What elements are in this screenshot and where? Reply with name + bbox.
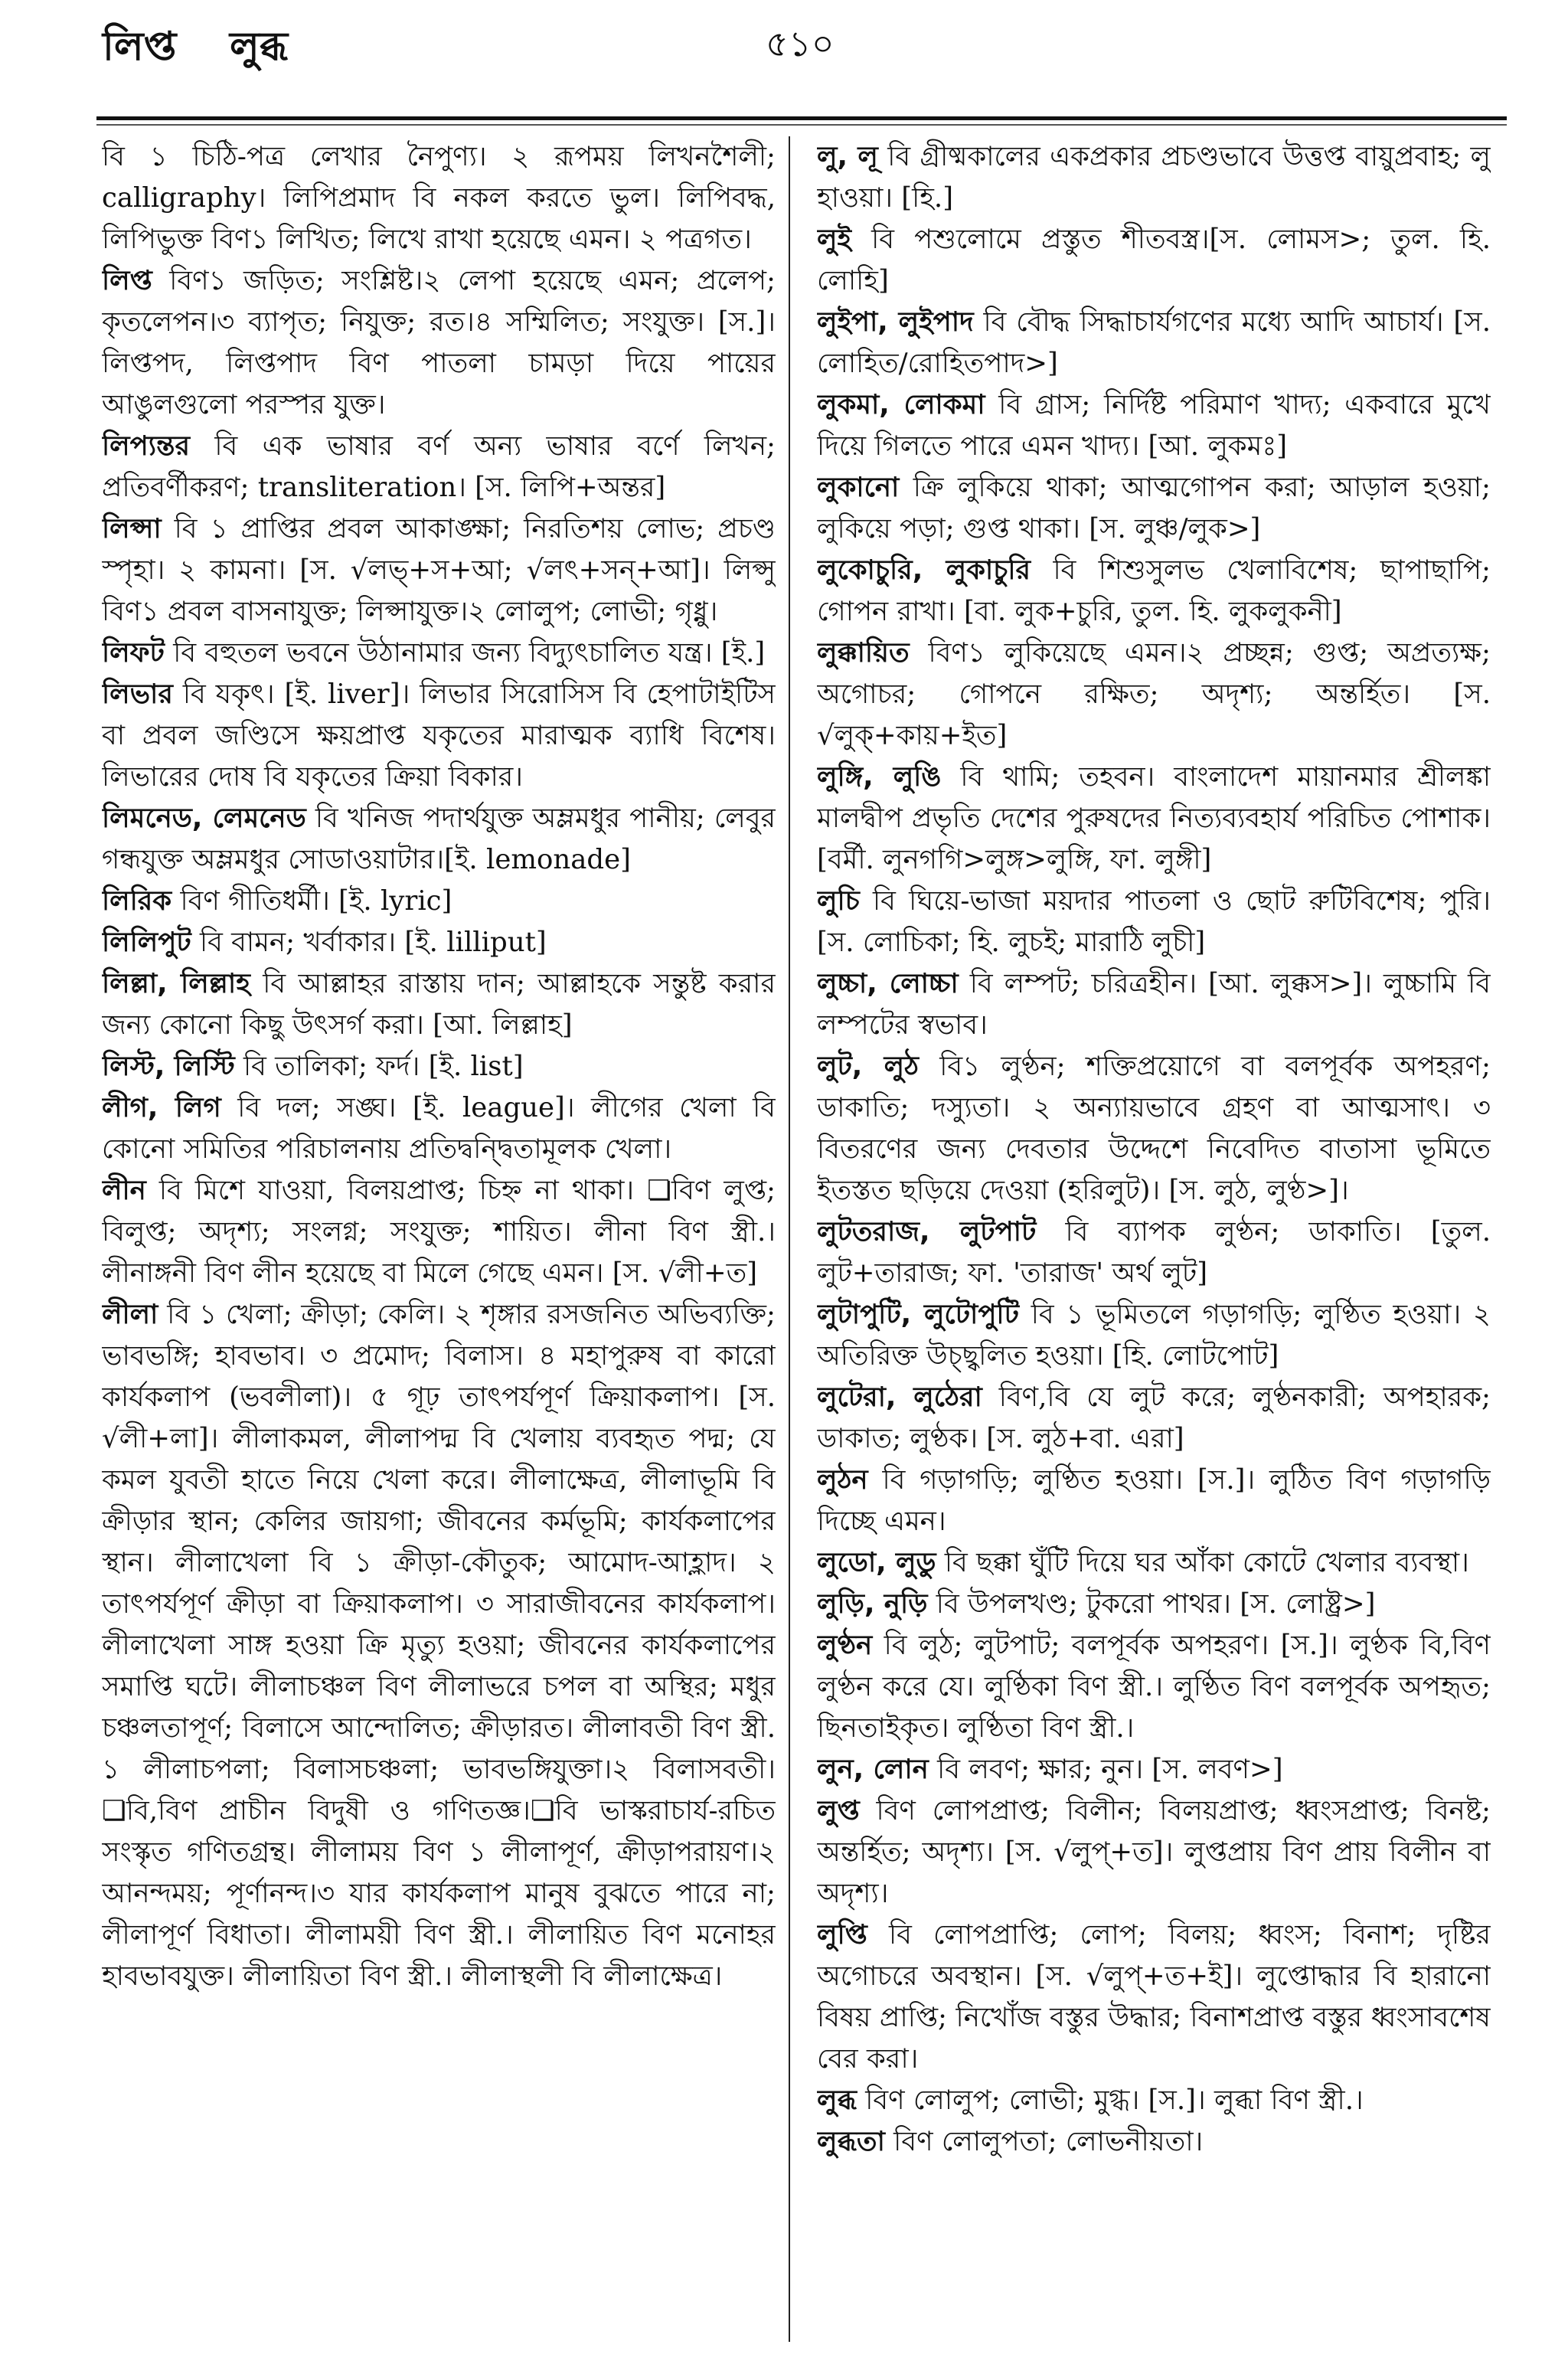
dictionary-entry — [102, 881, 776, 922]
entry-definition: বি থামি; তহবন। বাংলাদেশ মায়ানমার শ্রীলঙ্কা মালদ্বীপ প্রভৃতি দেশের পুরুষদের নিত্যব্যবহার্য পরিচিত পোশাক। [বর্মী. লুনগগি>লুঙ্গ>লুঙ্গি, ফা. লুঙ্গী] — [817, 761, 1491, 875]
dictionary-entry — [817, 136, 1491, 219]
entry-definition: বি এক ভাষার বর্ণ অন্য ভাষার বর্ণে লিখন; প্রতিবর্ণীকরণ; transliteration। [স. লিপি+অন্তর] — [102, 430, 776, 503]
entry-headword: লিরিক — [102, 885, 172, 917]
entry-definition: বি ব্যাপক লুণ্ঠন; ডাকাতি। [তুল. লুট+তারাজ; ফা. 'তারাজ' অর্থ লুট] — [817, 1216, 1491, 1289]
entry-headword: লুচি — [817, 885, 860, 917]
entry-headword: লুব্ধ — [817, 2085, 857, 2116]
dictionary-entry — [102, 136, 776, 260]
entry-definition: বি লোপপ্রাপ্তি; লোপ; বিলয়; ধ্বংস; বিনাশ; দৃষ্টির অগোচরে অবস্থান। [স. √লুপ্+ত+ই]। লুপ্তোদ্ধার বি হারানো বিষয় প্রাপ্তি; নিখোঁজ বস্তুর উদ্ধার; বিনাশপ্রাপ্ত বস্তুর ধ্বংসাবশেষ বের করা। — [817, 1919, 1491, 2075]
entry-headword: লুটতরাজ, লুটপাট — [817, 1216, 1037, 1247]
page-number: ৫১০ — [766, 23, 835, 64]
entry-headword: লীন — [102, 1175, 146, 1206]
entry-headword: লিমনেড, লেমনেড — [102, 803, 306, 834]
entry-definition: বি ১ চিঠি-পত্র লেখার নৈপুণ্য। ২ রূপময় লিখনশৈলী; calligraphy। লিপিপ্রমাদ বি নকল করতে ভুল। লিপিবদ্ধ, লিপিভুক্ত বিণ১ লিখিত; লিখে রাখা হয়েছে এমন। ২ পত্রগত। — [102, 141, 776, 255]
entry-headword: লুড়ি, নুড়ি — [817, 1588, 928, 1620]
entry-definition: বি মিশে যাওয়া, বিলয়প্রাপ্ত; চিহ্ন না থাকা। ❏বিণ লুপ্ত; বিলুপ্ত; অদৃশ্য; সংলগ্ন; সংযুক্ত; শায়িত। লীনা বিণ স্ত্রী.। লীনাঙ্গনী বিণ লীন হয়েছে বা মিলে গেছে এমন। [স. √লী+ত] — [102, 1175, 776, 1289]
dictionary-entry — [102, 1087, 776, 1170]
dictionary-entry — [102, 260, 776, 426]
dictionary-entry — [102, 1294, 776, 1997]
entry-definition: বিণ,বি যে লুট করে; লুণ্ঠনকারী; অপহারক; ডাকাত; লুণ্ঠক। [স. লুঠ+বা. এরা] — [817, 1382, 1491, 1454]
dictionary-entry — [817, 1542, 1491, 1584]
entry-definition: বি বামন; খর্বাকার। [ই. lilliput] — [199, 927, 547, 958]
entry-headword: লুঙ্গি, লুঙি — [817, 761, 942, 793]
dictionary-entry — [102, 963, 776, 1046]
entry-headword: লীলা — [102, 1299, 158, 1330]
entry-headword: লুন, লোন — [817, 1754, 929, 1785]
entry-definition: বি ১ খেলা; ক্রীড়া; কেলি। ২ শৃঙ্গার রসজনিত অভিব্যক্তি; ভাবভঙ্গি; হাবভাব। ৩ প্রমোদ; বিলাস। ৪ মহাপুরুষ বা কারো কার্যকলাপ (ভবলীলা)। ৫ গূঢ় তাৎপর্যপূর্ণ ক্রিয়াকলাপ। [স. √লী+লা]। লীলাকমল, লীলাপদ্ম বি খেলায় ব্যবহৃত পদ্ম; যে কমল যুবতী হাতে নিয়ে খেলা করে। লীলাক্ষেত্র, লীলাভূমি বি ক্রীড়ার স্থান; কেলির জায়গা; জীবনের কর্মভূমি; কার্যকলাপের স্থান। লীলাখেলা বি ১ ক্রীড়া-কৌতুক; আমোদ-আহ্লাদ। ২ তাৎপর্যপূর্ণ ক্রীড়া বা ক্রিয়াকলাপ। ৩ সারাজীবনের কার্যকলাপ। লীলাখেলা সাঙ্গ হওয়া ক্রি মৃত্যু হওয়া; জীবনের কার্যকলাপের সমাপ্তি ঘটে। লীলাচঞ্চল বিণ লীলাভরে চপল বা অস্থির; মধুর চঞ্চলতাপূর্ণ; বিলাসে আন্দোলিত; ক্রীড়ারত। লীলাবতী বিণ স্ত্রী. ১ লীলাচপলা; বিলাসচঞ্চলা; ভাবভঙ্গিযুক্তা।২ বিলাসবতী। ❏বি,বিণ প্রাচীন বিদুষী ও গণিতজ্ঞ।❏বি ভাস্করাচার্য-রচিত সংস্কৃত গণিতগ্রন্থ। লীলাময় বিণ ১ লীলাপূর্ণ, ক্রীড়াপরায়ণ।২ আনন্দময়; পূর্ণানন্দ।৩ যার কার্যকলাপ মানুষ বুঝতে পারে না; লীলাপূর্ণ বিধাতা। লীলাময়ী বিণ স্ত্রী.। লীলায়িত বিণ মনোহর হাবভাবযুক্ত। লীলায়িতা বিণ স্ত্রী.। লীলাস্থলী বি লীলাক্ষেত্র। — [102, 1299, 776, 1992]
dictionary-entry — [102, 798, 776, 881]
dictionary-entry — [102, 674, 776, 798]
dictionary-entry — [817, 1749, 1491, 1790]
entry-definition: বি উপলখণ্ড; টুকরো পাথর। [স. লোষ্ট্র>] — [936, 1588, 1376, 1620]
dictionary-entry — [817, 881, 1491, 963]
column-divider — [789, 136, 790, 2342]
entry-definition: বিণ লোলুপ; লোভী; মুগ্ধ। [স.]। লুব্ধা বিণ স্ত্রী.। — [865, 2085, 1364, 2116]
entry-definition: বি আল্লাহর রাস্তায় দান; আল্লাহকে সন্তুষ্ট করার জন্য কোনো কিছু উৎসর্গ করা। [আ. লিল্লাহ] — [102, 968, 776, 1041]
dictionary-entry — [817, 2121, 1491, 2163]
entry-definition: বি লম্পট; চরিত্রহীন। [আ. লুক্কস>]। লুচ্চামি বি লম্পটের স্বভাব। — [817, 968, 1491, 1041]
entry-headword: লুচ্চা, লোচ্চা — [817, 968, 959, 999]
entry-definition: বি যকৃৎ। [ই. liver]। লিভার সিরোসিস বি হেপাটাইটিস বা প্রবল জণ্ডিসে ক্ষয়প্রাপ্ত যকৃতের মারাত্মক ব্যাধি বিশেষ। লিভারের দোষ বি যকৃতের ক্রিয়া বিকার। — [102, 679, 776, 793]
entry-headword: লুইপা, লুইপাদ — [817, 306, 974, 338]
entry-headword: লুপ্তি — [817, 1919, 867, 1951]
dictionary-entry — [817, 1294, 1491, 1377]
entry-definition: বি১ লুণ্ঠন; শক্তিপ্রয়োগে বা বলপূর্বক অপহরণ; ডাকাতি; দস্যুতা। ২ অন্যায়ভাবে গ্রহণ বা আত্মসাৎ। ৩ বিতরণের জন্য দেবতার উদ্দেশে নিবেদিত বাতাসা ভূমিতে ইতস্তত ছড়িয়ে দেওয়া (হরিলুট)। [স. লুঠ, লুণ্ঠ>]। — [817, 1051, 1491, 1206]
entry-definition: বি শিশুসুলভ খেলাবিশেষ; ছাপাছাপি; গোপন রাখা। [বা. লুক+চুরি, তুল. হি. লুকলুকনী] — [817, 554, 1491, 627]
entry-headword: লুঠন — [817, 1464, 868, 1496]
guide-word-last: লুব্ধ — [230, 24, 289, 70]
entry-headword: লুক্কায়িত — [817, 637, 910, 669]
entry-definition: বিণ লোলুপতা; লোভনীয়তা। — [893, 2126, 1204, 2157]
entry-headword: লুটেরা, লুঠেরা — [817, 1382, 982, 1413]
entry-definition: বি বহুতল ভবনে উঠানামার জন্য বিদ্যুৎচালিত যন্ত্র। [ই.] — [173, 637, 766, 669]
dictionary-entry — [817, 384, 1491, 467]
dictionary-entry — [817, 1625, 1491, 1749]
entry-headword: লিলিপুট — [102, 927, 191, 958]
header-rule — [96, 116, 1507, 120]
dictionary-entry — [817, 2080, 1491, 2121]
entry-definition: বি দল; সঙ্ঘ। [ই. league]। লীগের খেলা বি কোনো সমিতির পরিচালনায় প্রতিদ্বন্দ্বিতামূলক খেলা। — [102, 1092, 776, 1165]
entry-definition: বি গ্রাস; নির্দিষ্ট পরিমাণ খাদ্য; একবারে মুখে দিয়ে গিলতে পারে এমন খাদ্য। [আ. লুকমঃ] — [817, 389, 1491, 462]
dictionary-entry — [102, 426, 776, 508]
entry-definition: বি ঘিয়ে-ভাজা ময়দার পাতলা ও ছোট রুটিবিশেষ; পুরি। [স. লোচিকা; হি. লুচই; মারাঠি লুচী] — [817, 885, 1491, 958]
entry-definition: বি ১ প্রাপ্তির প্রবল আকাঙ্ক্ষা; নিরতিশয় লোভ; প্রচণ্ড স্পৃহা। ২ কামনা। [স. √লভ্+স+আ; √লৎ+সন্+আ]। লিপ্সু বিণ১ প্রবল বাসনাযুক্ত; লিপ্সাযুক্ত।২ লোলুপ; লোভী; গৃধ্নু। — [102, 513, 776, 627]
entry-headword: লিপ্সা — [102, 513, 162, 544]
header-rule-thin — [96, 124, 1507, 126]
entry-definition: বি ছক্কা ঘুঁটি দিয়ে ঘর আঁকা কোটে খেলার ব্যবস্থা। — [944, 1547, 1469, 1578]
entry-definition: বি বৌদ্ধ সিদ্ধাচার্যগণের মধ্যে আদি আচার্য। [স. লোহিত/রোহিতপাদ>] — [817, 306, 1491, 379]
entry-headword: লিস্ট, লিস্টি — [102, 1051, 235, 1082]
entry-headword: লুকানো — [817, 472, 900, 503]
dictionary-entry — [817, 1212, 1491, 1294]
dictionary-entry — [817, 757, 1491, 881]
dictionary-entry — [817, 1915, 1491, 2080]
entry-definition: ক্রি লুকিয়ে থাকা; আত্মগোপন করা; আড়াল হওয়া; লুকিয়ে পড়া; গুপ্ত থাকা। [স. লুঞ্চ/লুক>] — [817, 472, 1491, 544]
entry-headword: লীগ, লিগ — [102, 1092, 221, 1123]
dictionary-entry — [817, 963, 1491, 1046]
entry-headword: লিপ্যন্তর — [102, 430, 190, 462]
entry-headword: লুই — [817, 224, 851, 255]
entry-definition: বি পশুলোমে প্রস্তুত শীতবস্ত্র।[স. লোমস>; তুল. হি. লোহি] — [817, 224, 1491, 296]
entry-headword: লুপ্ত — [817, 1795, 860, 1826]
dictionary-entry — [817, 219, 1491, 302]
left-column — [102, 136, 776, 2342]
entry-definition: বি তালিকা; ফর্দ। [ই. list] — [243, 1051, 524, 1082]
dictionary-entry — [817, 1460, 1491, 1542]
entry-headword: লুণ্ঠন — [817, 1630, 873, 1661]
dictionary-entry — [102, 1046, 776, 1087]
entry-definition: বি ১ ভূমিতলে গড়াগড়ি; লুণ্ঠিত হওয়া। ২ অতিরিক্ত উচ্ছ্বলিত হওয়া। [হি. লোটপোট] — [817, 1299, 1491, 1372]
right-column — [817, 136, 1491, 2342]
dictionary-entry — [817, 1790, 1491, 1915]
dictionary-entry — [817, 1377, 1491, 1460]
entry-headword: লিভার — [102, 679, 173, 710]
entry-headword: লিপ্ত — [102, 265, 152, 296]
dictionary-entry — [817, 1046, 1491, 1212]
entry-definition: বি গড়াগড়ি; লুণ্ঠিত হওয়া। [স.]। লুঠিত বিণ গড়াগড়ি দিচ্ছে এমন। — [817, 1464, 1491, 1537]
entry-headword: লিফট — [102, 637, 165, 669]
dictionary-entry — [817, 633, 1491, 757]
entry-headword: লু, লূ — [817, 141, 878, 172]
dictionary-entry — [102, 1170, 776, 1294]
dictionary-entry — [817, 302, 1491, 384]
dictionary-entry — [817, 550, 1491, 633]
dictionary-entry — [817, 1584, 1491, 1625]
entry-headword: লিল্লা, লিল্লাহ — [102, 968, 250, 999]
entry-definition: বিণ১ লুকিয়েছে এমন।২ প্রচ্ছন্ন; গুপ্ত; অপ্রত্যক্ষ; অগোচর; গোপনে রক্ষিত; অদৃশ্য; অন্তর্হিত। [স. √লুক্+কায়+ইত] — [817, 637, 1491, 751]
entry-headword: লুট, লুঠ — [817, 1051, 919, 1082]
entry-definition: বি গ্রীষ্মকালের একপ্রকার প্রচণ্ডভাবে উত্তপ্ত বায়ুপ্রবাহ; লু হাওয়া। [হি.] — [817, 141, 1491, 214]
dictionary-entry — [102, 922, 776, 963]
entry-definition: বি লবণ; ক্ষার; নুন। [স. লবণ>] — [937, 1754, 1283, 1785]
entry-definition: বিণ১ জড়িত; সংশ্লিষ্ট।২ লেপা হয়েছে এমন; প্রলেপ; কৃতলেপন।৩ ব্যাপৃত; নিযুক্ত; রত।৪ সম্মিলিত; সংযুক্ত। [স.]। লিপ্তপদ, লিপ্তপাদ বিণ পাতলা চামড়া দিয়ে পায়ের আঙুলগুলো পরস্পর যুক্ত। — [102, 265, 776, 420]
dictionary-entry — [102, 633, 776, 674]
entry-headword: লুব্ধতা — [817, 2126, 885, 2157]
entry-definition: বি খনিজ পদার্থযুক্ত অম্লমধুর পানীয়; লেবুর গন্ধযুক্ত অম্লমধুর সোডাওয়াটার।[ই. lemonade] — [102, 803, 776, 875]
entry-definition: বি লুঠ; লুটপাট; বলপূর্বক অপহরণ। [স.]। লুণ্ঠক বি,বিণ লুণ্ঠন করে যে। লুণ্ঠিকা বিণ স্ত্রী.। লুণ্ঠিত বিণ বলপূর্বক অপহৃত; ছিনতাইকৃত। লুণ্ঠিতা বিণ স্ত্রী.। — [817, 1630, 1491, 1744]
guide-word-first: লিপ্ত — [103, 24, 177, 70]
dictionary-entry — [102, 508, 776, 633]
entry-definition: বিণ লোপপ্রাপ্ত; বিলীন; বিলয়প্রাপ্ত; ধ্বংসপ্রাপ্ত; বিনষ্ট; অন্তর্হিত; অদৃশ্য। [স. √লুপ্+ত]। লুপ্তপ্রায় বিণ প্রায় বিলীন বা অদৃশ্য। — [817, 1795, 1491, 1909]
entry-definition: বিণ গীতিধর্মী। [ই. lyric] — [180, 885, 452, 917]
entry-headword: লুডো, লুডু — [817, 1547, 936, 1578]
entry-headword: লুকোচুরি, লুকাচুরি — [817, 554, 1031, 586]
entry-headword: লুকমা, লোকমা — [817, 389, 985, 420]
entry-headword: লুটাপুটি, লুটোপুটি — [817, 1299, 1019, 1330]
dictionary-entry — [817, 467, 1491, 550]
